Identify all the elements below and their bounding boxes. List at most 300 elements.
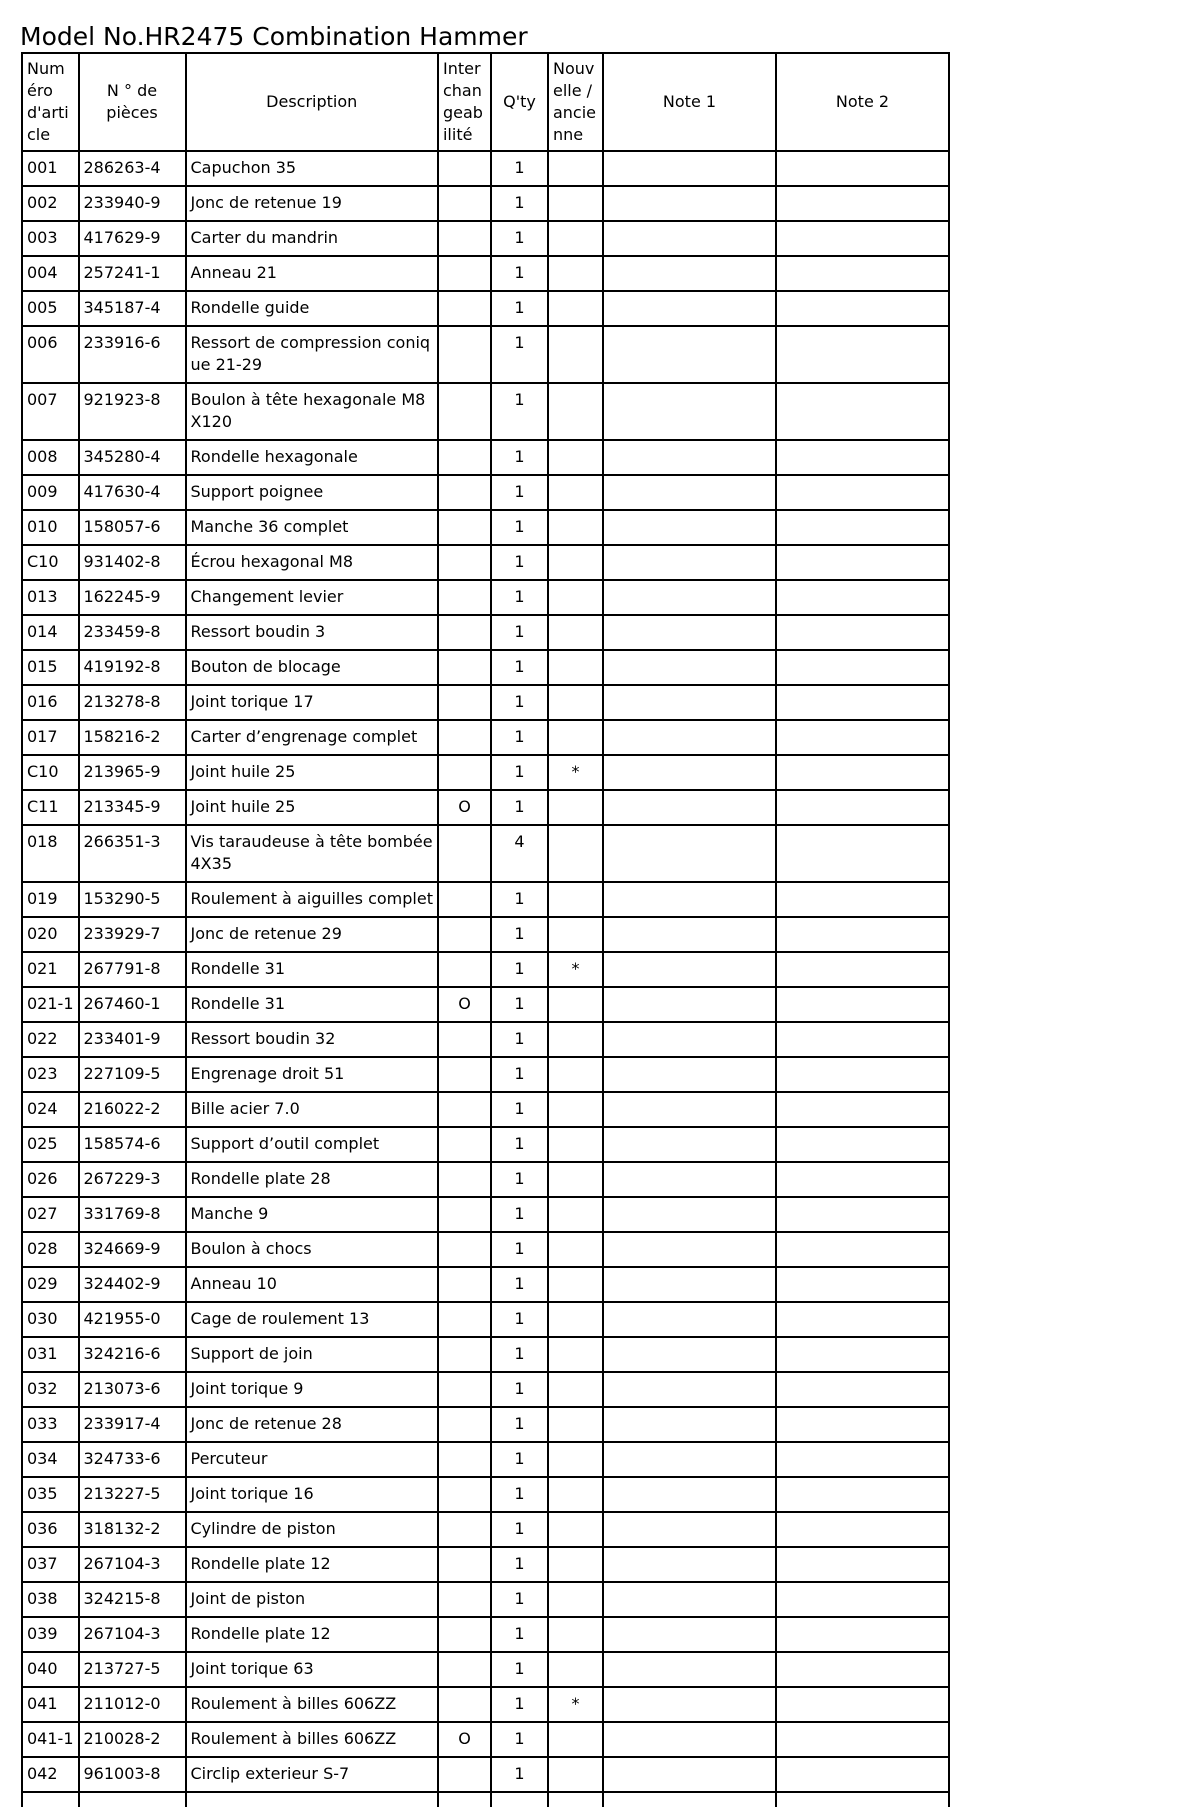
part-number-cell: 267791-8: [79, 952, 186, 987]
note-2-cell: [776, 615, 949, 650]
description-cell: Manche 9: [186, 1197, 438, 1232]
part-number-cell: 324733-6: [79, 1442, 186, 1477]
table-row: [22, 1162, 949, 1197]
interchangeability-cell: [438, 720, 491, 755]
note-1-cell: [603, 790, 776, 825]
table-row: [22, 151, 949, 186]
description-cell: Joint de piston: [186, 1582, 438, 1617]
col-header-item-number: Numéro d'article: [22, 53, 79, 151]
table-row: [22, 291, 949, 326]
part-number-cell: 345187-4: [79, 291, 186, 326]
interchangeability-cell: [438, 1232, 491, 1267]
item-number-cell: 030: [22, 1302, 79, 1337]
description-cell: Engrenage droit 51: [186, 1057, 438, 1092]
new-old-cell: [548, 440, 603, 475]
note-2-cell: [776, 1127, 949, 1162]
new-old-cell: [548, 1022, 603, 1057]
note-2-cell: [776, 1232, 949, 1267]
col-header-note-2: Note 2: [776, 53, 949, 151]
table-row: [22, 510, 949, 545]
note-2-cell: [776, 917, 949, 952]
table-row: [22, 1197, 949, 1232]
quantity-cell: 1: [491, 151, 548, 186]
col-header-new-old: Nouvelle / ancienne: [548, 53, 603, 151]
new-old-cell: [548, 475, 603, 510]
note-1-cell: [603, 1162, 776, 1197]
note-1-cell: [603, 825, 776, 882]
part-number-cell: 233459-8: [79, 615, 186, 650]
new-old-cell: [548, 685, 603, 720]
table-row: [22, 1477, 949, 1512]
empty-cell: [186, 1792, 438, 1807]
note-1-cell: [603, 755, 776, 790]
item-number-cell: 010: [22, 510, 79, 545]
table-row: [22, 790, 949, 825]
item-number-cell: 028: [22, 1232, 79, 1267]
quantity-cell: 1: [491, 1022, 548, 1057]
empty-cell: [79, 1792, 186, 1807]
note-1-cell: [603, 326, 776, 383]
interchangeability-cell: [438, 685, 491, 720]
part-number-cell: 211012-0: [79, 1687, 186, 1722]
quantity-cell: 1: [491, 580, 548, 615]
note-2-cell: [776, 825, 949, 882]
part-number-cell: 233401-9: [79, 1022, 186, 1057]
col-header-description: Description: [186, 53, 438, 151]
description-cell: Bouton de blocage: [186, 650, 438, 685]
part-number-cell: 266351-3: [79, 825, 186, 882]
note-1-cell: [603, 1337, 776, 1372]
quantity-cell: 1: [491, 326, 548, 383]
description-cell: Joint torique 16: [186, 1477, 438, 1512]
interchangeability-cell: [438, 825, 491, 882]
note-2-cell: [776, 882, 949, 917]
part-number-cell: 153290-5: [79, 882, 186, 917]
item-number-cell: 031: [22, 1337, 79, 1372]
table-row-cutoff: [22, 1792, 949, 1807]
interchangeability-cell: [438, 1057, 491, 1092]
description-cell: Roulement à aiguilles complet: [186, 882, 438, 917]
part-number-cell: 162245-9: [79, 580, 186, 615]
description-cell: Rondelle guide: [186, 291, 438, 326]
item-number-cell: 021: [22, 952, 79, 987]
note-2-cell: [776, 685, 949, 720]
new-old-cell: [548, 882, 603, 917]
note-2-cell: [776, 440, 949, 475]
note-2-cell: [776, 1162, 949, 1197]
item-number-cell: 041: [22, 1687, 79, 1722]
item-number-cell: 003: [22, 221, 79, 256]
part-number-cell: 158216-2: [79, 720, 186, 755]
item-number-cell: C10: [22, 755, 79, 790]
quantity-cell: 1: [491, 1582, 548, 1617]
table-row: [22, 1582, 949, 1617]
table-row: [22, 1722, 949, 1757]
description-cell: Boulon à chocs: [186, 1232, 438, 1267]
new-old-cell: [548, 987, 603, 1022]
new-old-cell: [548, 1617, 603, 1652]
new-old-cell: [548, 1232, 603, 1267]
note-1-cell: [603, 475, 776, 510]
table-row: [22, 1757, 949, 1792]
quantity-cell: 1: [491, 1372, 548, 1407]
table-row: [22, 685, 949, 720]
part-number-cell: 267229-3: [79, 1162, 186, 1197]
description-cell: Capuchon 35: [186, 151, 438, 186]
interchangeability-cell: [438, 1337, 491, 1372]
item-number-cell: 024: [22, 1092, 79, 1127]
quantity-cell: 1: [491, 1757, 548, 1792]
new-old-cell: [548, 510, 603, 545]
interchangeability-cell: [438, 917, 491, 952]
part-number-cell: 158057-6: [79, 510, 186, 545]
note-1-cell: [603, 1477, 776, 1512]
item-number-cell: 023: [22, 1057, 79, 1092]
interchangeability-cell: [438, 882, 491, 917]
part-number-cell: 216022-2: [79, 1092, 186, 1127]
interchangeability-cell: [438, 1197, 491, 1232]
note-1-cell: [603, 291, 776, 326]
col-header-note-1: Note 1: [603, 53, 776, 151]
item-number-cell: 034: [22, 1442, 79, 1477]
description-cell: Cage de roulement 13: [186, 1302, 438, 1337]
interchangeability-cell: [438, 1582, 491, 1617]
description-cell: Changement levier: [186, 580, 438, 615]
part-number-cell: 421955-0: [79, 1302, 186, 1337]
note-1-cell: [603, 1022, 776, 1057]
item-number-cell: 027: [22, 1197, 79, 1232]
description-cell: Joint torique 9: [186, 1372, 438, 1407]
description-cell: Manche 36 complet: [186, 510, 438, 545]
new-old-cell: [548, 1477, 603, 1512]
note-2-cell: [776, 1722, 949, 1757]
item-number-cell: 029: [22, 1267, 79, 1302]
interchangeability-cell: [438, 755, 491, 790]
note-2-cell: [776, 1582, 949, 1617]
note-1-cell: [603, 1267, 776, 1302]
note-1-cell: [603, 545, 776, 580]
interchangeability-cell: [438, 510, 491, 545]
note-2-cell: [776, 1617, 949, 1652]
new-old-cell: [548, 1127, 603, 1162]
interchangeability-cell: [438, 1512, 491, 1547]
note-1-cell: [603, 1407, 776, 1442]
item-number-cell: 018: [22, 825, 79, 882]
note-1-cell: [603, 440, 776, 475]
new-old-cell: [548, 1337, 603, 1372]
note-1-cell: [603, 952, 776, 987]
quantity-cell: 1: [491, 1442, 548, 1477]
table-body: [22, 151, 949, 1807]
note-2-cell: [776, 650, 949, 685]
note-1-cell: [603, 1757, 776, 1792]
table-row: [22, 1092, 949, 1127]
interchangeability-cell: O: [438, 987, 491, 1022]
table-row: [22, 221, 949, 256]
note-1-cell: [603, 1442, 776, 1477]
note-1-cell: [603, 1092, 776, 1127]
part-number-cell: 213345-9: [79, 790, 186, 825]
note-1-cell: [603, 615, 776, 650]
note-1-cell: [603, 1512, 776, 1547]
description-cell: Joint huile 25: [186, 790, 438, 825]
note-1-cell: [603, 720, 776, 755]
quantity-cell: 1: [491, 1232, 548, 1267]
table-row: [22, 1407, 949, 1442]
interchangeability-cell: [438, 580, 491, 615]
interchangeability-cell: [438, 1617, 491, 1652]
note-2-cell: [776, 1477, 949, 1512]
item-number-cell: 035: [22, 1477, 79, 1512]
table-row: [22, 755, 949, 790]
table-row: [22, 1652, 949, 1687]
item-number-cell: 017: [22, 720, 79, 755]
empty-cell: [776, 1792, 949, 1807]
new-old-cell: [548, 221, 603, 256]
interchangeability-cell: [438, 650, 491, 685]
new-old-cell: [548, 1407, 603, 1442]
interchangeability-cell: [438, 186, 491, 221]
note-2-cell: [776, 1302, 949, 1337]
quantity-cell: 1: [491, 475, 548, 510]
quantity-cell: 1: [491, 615, 548, 650]
item-number-cell: 009: [22, 475, 79, 510]
description-cell: Carter du mandrin: [186, 221, 438, 256]
interchangeability-cell: [438, 1442, 491, 1477]
note-2-cell: [776, 1092, 949, 1127]
note-2-cell: [776, 221, 949, 256]
interchangeability-cell: [438, 1162, 491, 1197]
note-1-cell: [603, 580, 776, 615]
note-1-cell: [603, 1652, 776, 1687]
table-row: [22, 1687, 949, 1722]
note-1-cell: [603, 221, 776, 256]
part-number-cell: 267104-3: [79, 1617, 186, 1652]
description-cell: Anneau 21: [186, 256, 438, 291]
new-old-cell: [548, 256, 603, 291]
note-2-cell: [776, 1337, 949, 1372]
empty-cell: [491, 1792, 548, 1807]
item-number-cell: 022: [22, 1022, 79, 1057]
description-cell: Roulement à billes 606ZZ: [186, 1722, 438, 1757]
part-number-cell: 345280-4: [79, 440, 186, 475]
table-row: [22, 1547, 949, 1582]
item-number-cell: 005: [22, 291, 79, 326]
description-cell: Bille acier 7.0: [186, 1092, 438, 1127]
quantity-cell: 1: [491, 685, 548, 720]
item-number-cell: 013: [22, 580, 79, 615]
table-row: [22, 1442, 949, 1477]
quantity-cell: 1: [491, 650, 548, 685]
part-number-cell: 324402-9: [79, 1267, 186, 1302]
note-1-cell: [603, 882, 776, 917]
quantity-cell: 1: [491, 790, 548, 825]
part-number-cell: 213965-9: [79, 755, 186, 790]
quantity-cell: 1: [491, 720, 548, 755]
description-cell: Jonc de retenue 29: [186, 917, 438, 952]
quantity-cell: 1: [491, 1092, 548, 1127]
note-2-cell: [776, 510, 949, 545]
interchangeability-cell: [438, 1022, 491, 1057]
note-2-cell: [776, 475, 949, 510]
note-2-cell: [776, 1547, 949, 1582]
item-number-cell: 007: [22, 383, 79, 440]
item-number-cell: 038: [22, 1582, 79, 1617]
note-1-cell: [603, 1582, 776, 1617]
item-number-cell: 041-1: [22, 1722, 79, 1757]
description-cell: Vis taraudeuse à tête bombée 4X35: [186, 825, 438, 882]
part-number-cell: 417629-9: [79, 221, 186, 256]
interchangeability-cell: [438, 1547, 491, 1582]
note-2-cell: [776, 383, 949, 440]
quantity-cell: 1: [491, 1197, 548, 1232]
quantity-cell: 1: [491, 440, 548, 475]
table-row: [22, 615, 949, 650]
description-cell: Joint torique 17: [186, 685, 438, 720]
new-old-cell: [548, 1652, 603, 1687]
table-row: [22, 1232, 949, 1267]
quantity-cell: 1: [491, 256, 548, 291]
item-number-cell: 032: [22, 1372, 79, 1407]
new-old-cell: [548, 650, 603, 685]
interchangeability-cell: [438, 151, 491, 186]
interchangeability-cell: [438, 1372, 491, 1407]
note-1-cell: [603, 1232, 776, 1267]
description-cell: Ressort boudin 32: [186, 1022, 438, 1057]
interchangeability-cell: [438, 545, 491, 580]
table-row: [22, 1057, 949, 1092]
new-old-cell: [548, 1547, 603, 1582]
note-1-cell: [603, 151, 776, 186]
description-cell: Rondelle plate 12: [186, 1617, 438, 1652]
note-1-cell: [603, 917, 776, 952]
description-cell: Joint huile 25: [186, 755, 438, 790]
table-row: [22, 1127, 949, 1162]
new-old-cell: [548, 1442, 603, 1477]
item-number-cell: 025: [22, 1127, 79, 1162]
col-header-part-number: N ° de pièces: [79, 53, 186, 151]
item-number-cell: 033: [22, 1407, 79, 1442]
col-header-quantity: Q'ty: [491, 53, 548, 151]
new-old-cell: [548, 580, 603, 615]
interchangeability-cell: [438, 326, 491, 383]
note-1-cell: [603, 1197, 776, 1232]
new-old-cell: [548, 1757, 603, 1792]
item-number-cell: 037: [22, 1547, 79, 1582]
table-header-row: [22, 53, 949, 151]
empty-cell: [603, 1792, 776, 1807]
quantity-cell: 1: [491, 1162, 548, 1197]
note-1-cell: [603, 1127, 776, 1162]
table-row: [22, 825, 949, 882]
table-row: [22, 1617, 949, 1652]
interchangeability-cell: [438, 1267, 491, 1302]
new-old-cell: *: [548, 952, 603, 987]
part-number-cell: 233917-4: [79, 1407, 186, 1442]
document-title: Model No.HR2475 Combination Hammer: [20, 22, 528, 51]
quantity-cell: 1: [491, 1337, 548, 1372]
part-number-cell: 324216-6: [79, 1337, 186, 1372]
description-cell: Cylindre de piston: [186, 1512, 438, 1547]
interchangeability-cell: [438, 291, 491, 326]
quantity-cell: 1: [491, 1127, 548, 1162]
table-row: [22, 326, 949, 383]
quantity-cell: 1: [491, 545, 548, 580]
table-row: [22, 650, 949, 685]
item-number-cell: 026: [22, 1162, 79, 1197]
new-old-cell: [548, 825, 603, 882]
description-cell: Support poignee: [186, 475, 438, 510]
note-2-cell: [776, 1407, 949, 1442]
note-1-cell: [603, 510, 776, 545]
note-2-cell: [776, 545, 949, 580]
part-number-cell: 213227-5: [79, 1477, 186, 1512]
new-old-cell: [548, 326, 603, 383]
note-2-cell: [776, 1442, 949, 1477]
new-old-cell: [548, 151, 603, 186]
quantity-cell: 1: [491, 1057, 548, 1092]
interchangeability-cell: [438, 1477, 491, 1512]
table-row: [22, 580, 949, 615]
interchangeability-cell: [438, 1757, 491, 1792]
part-number-cell: 961003-8: [79, 1757, 186, 1792]
part-number-cell: 331769-8: [79, 1197, 186, 1232]
quantity-cell: 1: [491, 291, 548, 326]
interchangeability-cell: [438, 1407, 491, 1442]
note-2-cell: [776, 1022, 949, 1057]
item-number-cell: 021-1: [22, 987, 79, 1022]
table-row: [22, 186, 949, 221]
part-number-cell: 921923-8: [79, 383, 186, 440]
quantity-cell: 1: [491, 1407, 548, 1442]
interchangeability-cell: [438, 440, 491, 475]
description-cell: Ressort boudin 3: [186, 615, 438, 650]
item-number-cell: 036: [22, 1512, 79, 1547]
description-cell: Carter d’engrenage complet: [186, 720, 438, 755]
note-2-cell: [776, 720, 949, 755]
interchangeability-cell: [438, 221, 491, 256]
note-2-cell: [776, 580, 949, 615]
description-cell: Anneau 10: [186, 1267, 438, 1302]
note-2-cell: [776, 1512, 949, 1547]
quantity-cell: 1: [491, 1652, 548, 1687]
table-row: [22, 256, 949, 291]
part-number-cell: 267460-1: [79, 987, 186, 1022]
note-1-cell: [603, 1057, 776, 1092]
quantity-cell: 1: [491, 882, 548, 917]
new-old-cell: [548, 1057, 603, 1092]
note-1-cell: [603, 650, 776, 685]
quantity-cell: 1: [491, 1687, 548, 1722]
new-old-cell: [548, 291, 603, 326]
item-number-cell: 019: [22, 882, 79, 917]
note-2-cell: [776, 755, 949, 790]
part-number-cell: 227109-5: [79, 1057, 186, 1092]
quantity-cell: 1: [491, 755, 548, 790]
description-cell: Rondelle 31: [186, 987, 438, 1022]
part-number-cell: 318132-2: [79, 1512, 186, 1547]
new-old-cell: [548, 1197, 603, 1232]
new-old-cell: [548, 545, 603, 580]
note-1-cell: [603, 383, 776, 440]
table-row: [22, 917, 949, 952]
part-number-cell: 213278-8: [79, 685, 186, 720]
item-number-cell: 016: [22, 685, 79, 720]
new-old-cell: *: [548, 1687, 603, 1722]
description-cell: Rondelle 31: [186, 952, 438, 987]
note-1-cell: [603, 685, 776, 720]
note-2-cell: [776, 1652, 949, 1687]
